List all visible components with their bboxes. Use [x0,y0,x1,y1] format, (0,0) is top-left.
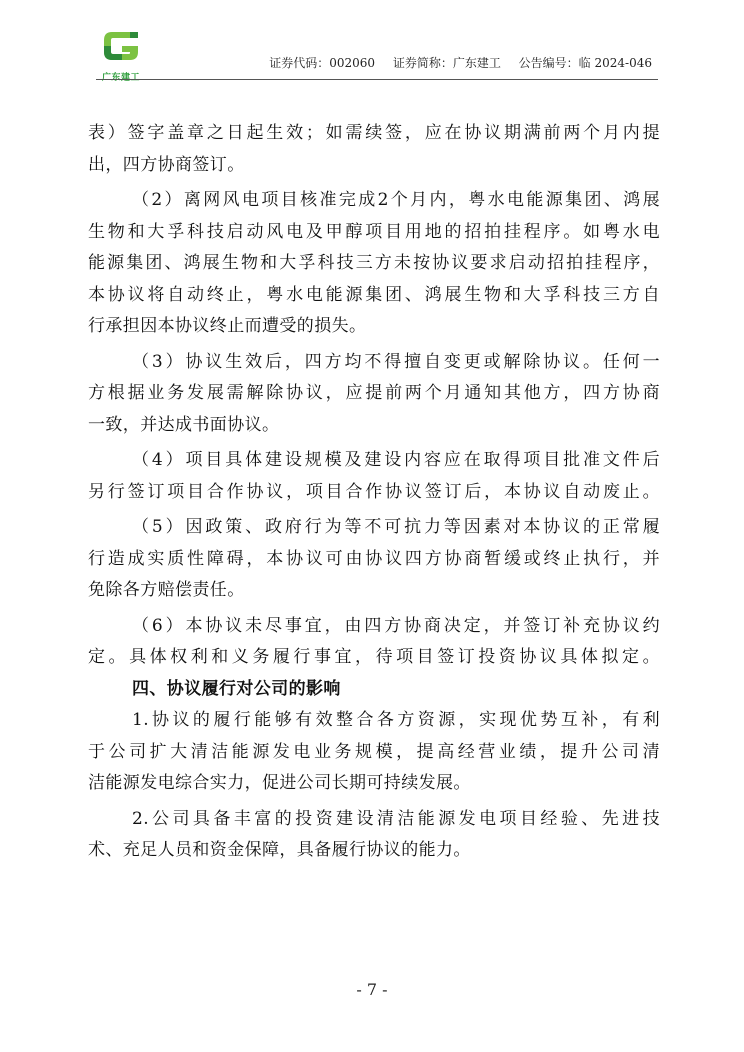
company-logo [100,26,144,83]
text-line: 于公司扩大清洁能源发电业务规模，提高经营业绩，提升公司清 [88,741,660,762]
text-line: 术、充足人员和资金保障，具备履行协议的能力。 [88,840,471,860]
text-line: 生物和大孚科技启动风电及甲醇项目用地的招拍挂程序。如粤水电 [88,221,660,242]
text-line: 洁能源发电综合实力，促进公司长期可持续发展。 [88,773,471,793]
page-header [96,22,656,82]
text-line: 2.公司具备丰富的投资建设清洁能源发电项目经验、先进技 [132,808,660,829]
paragraph-2 [88,347,660,442]
text-line: （5）因政策、政府行为等不可抗力等因素对本协议的正常履 [132,517,660,537]
text-line: （2）离网风电项目核准完成2个月内，粤水电能源集团、鸿展 [132,190,660,210]
text-line: 定。具体权利和义务履行事宜，待项目签订投资协议具体拟定。 [88,647,660,667]
announcement-number: 公告编号：临 2024-046 [518,56,652,70]
text-line: 免除各方赔偿责任。 [88,580,245,600]
document-body [88,118,660,867]
text-line: （6）本协议未尽事宜，由四方协商决定，并签订补充协议约 [132,615,660,636]
paragraph-7 [88,804,660,867]
text-line: 1.协议的履行能够有效整合各方资源，实现优势互补，有利 [132,710,660,730]
text-line: 出，四方协商签订。 [88,154,245,175]
securities-code: 证券代码：002060 [269,56,375,70]
section-heading: 四、协议履行对公司的影响 [132,678,341,699]
paragraph-5 [88,611,660,674]
text-line: 本协议将自动终止，粤水电能源集团、鸿展生物和大孚科技三方自 [88,284,660,305]
paragraph-4 [88,512,660,607]
paragraph-3 [88,445,660,508]
paragraph-1 [88,185,660,343]
text-line: （4）项目具体建设规模及建设内容应在取得项目批准文件后 [132,450,660,470]
text-line: （3）协议生效后，四方均不得擅自变更或解除协议。任何一 [132,351,660,372]
text-line: 表）签字盖章之日起生效；如需续签，应在协议期满前两个月内提 [88,123,660,143]
header-info [255,54,652,71]
logo-text: 广东建工 [102,73,141,83]
paragraph-6 [88,705,660,800]
header-divider [96,79,658,80]
paragraph-0 [88,118,660,181]
text-line: 行造成实质性障碍，本协议可由协议四方协商暂缓或终止执行，并 [88,548,660,569]
text-line: 方根据业务发展需解除协议，应提前两个月通知其他方，四方协商 [88,383,660,403]
text-line: 一致，并达成书面协议。 [88,414,280,435]
page-number: - 7 - [356,980,388,999]
text-line: 能源集团、鸿展生物和大孚科技三方未按协议要求启动招拍挂程序， [88,253,660,273]
text-line: 另行签订项目合作协议，项目合作协议签订后，本协议自动废止。 [88,481,660,502]
logo-g-icon [100,26,144,66]
text-line: 行承担因本协议终止而遭受的损失。 [88,316,367,336]
securities-name: 证券简称：广东建工 [392,56,501,70]
